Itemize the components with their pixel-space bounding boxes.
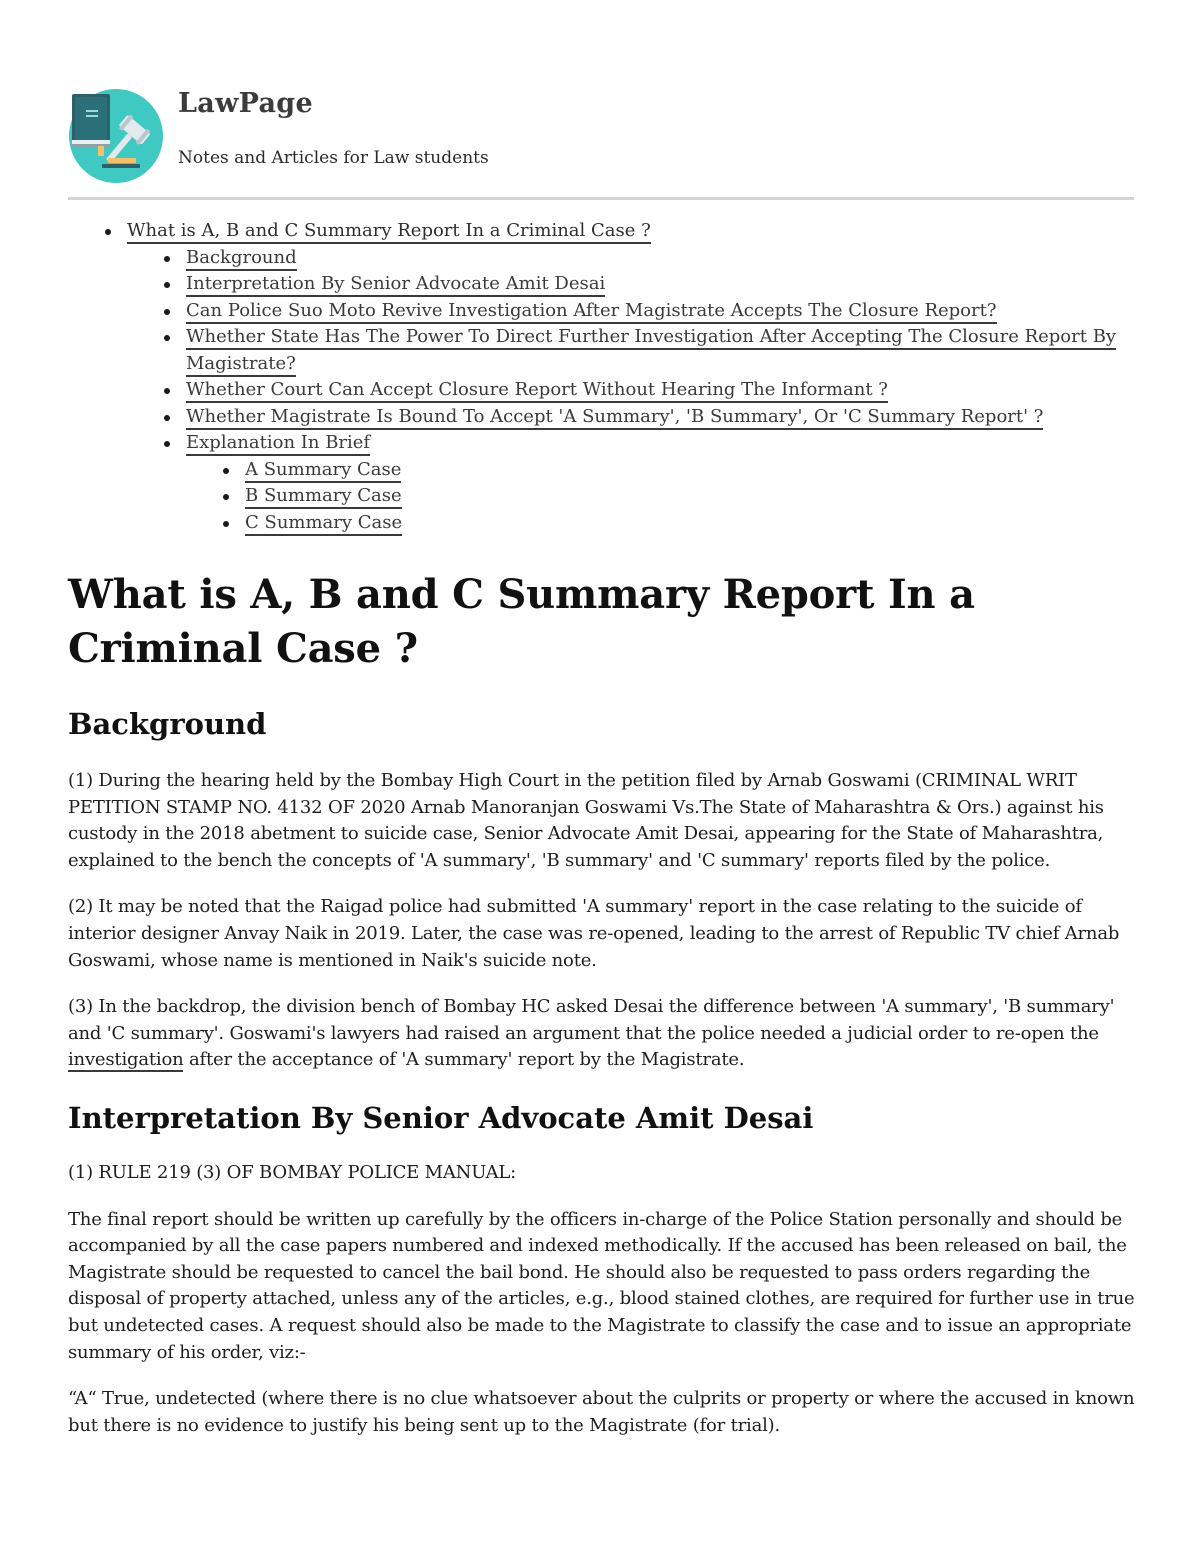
book-gavel-logo-icon[interactable] <box>68 88 164 184</box>
toc-item <box>127 430 1134 536</box>
toc-item <box>186 457 1134 484</box>
toc-link-b-summary[interactable]: B Summary Case <box>245 485 402 509</box>
article-title: What is A, B and C Summary Report In a Criminal Case ? <box>68 571 975 672</box>
section-heading-background: Background <box>68 707 267 741</box>
toc-item-top <box>68 218 1134 536</box>
table-of-contents <box>68 218 1134 536</box>
paragraph: “A“ True, undetected (where there is no clue whatsoever about the culprits or property or where the accused in known but there is no evidence to justify his being sent up to the Magistrate (for trial). <box>68 1388 1135 1436</box>
toc-link-c-summary[interactable]: C Summary Case <box>245 512 402 536</box>
paragraph: (1) During the hearing held by the Bombay High Court in the petition filed by Arnab Goswami (CRIMINAL WRIT PETITION STAMP NO. 4132 OF 2020 Arnab Manoranjan Goswami Vs.The State of Maharashtra & Ors.) against his custody in the 2018 abetment to suicide case, Senior Advocate Amit Desai, appearing for the State of Maharashtra, explained to the bench the concepts of 'A summary', 'B summary' and 'C summary' reports filed by the police. <box>68 770 1104 871</box>
toc-list <box>68 218 1134 536</box>
toc-item <box>127 377 1134 404</box>
toc-sublist <box>127 245 1134 537</box>
toc-link-suo-moto[interactable]: Can Police Suo Moto Revive Investigation After Magistrate Accepts The Closure Report? <box>186 300 997 324</box>
toc-link-a-summary[interactable]: A Summary Case <box>245 459 401 483</box>
toc-item <box>186 483 1134 510</box>
toc-link-state-power[interactable]: Whether State Has The Power To Direct Further Investigation After Accepting The Closure Report By Magistrate? <box>186 326 1116 377</box>
paragraph: (1) RULE 219 (3) OF BOMBAY POLICE MANUAL: <box>68 1161 517 1183</box>
article-content <box>68 568 1138 1439</box>
toc-item <box>127 271 1134 298</box>
toc-link-explanation[interactable]: Explanation In Brief <box>186 432 370 456</box>
toc-item <box>127 245 1134 272</box>
toc-link-hearing-informant[interactable]: Whether Court Can Accept Closure Report Without Hearing The Informant ? <box>186 379 888 403</box>
header-divider <box>68 197 1134 200</box>
paragraph <box>68 994 1138 1074</box>
toc-link-main-title[interactable]: What is A, B and C Summary Report In a Criminal Case ? <box>127 220 651 244</box>
toc-item <box>186 510 1134 537</box>
toc-item <box>127 298 1134 325</box>
toc-link-interpretation[interactable]: Interpretation By Senior Advocate Amit Desai <box>186 273 605 297</box>
section-heading-interpretation: Interpretation By Senior Advocate Amit Desai <box>68 1100 814 1135</box>
toc-subsublist <box>186 457 1134 537</box>
paragraph: (2) It may be noted that the Raigad police had submitted 'A summary' report in the case relating to the suicide of interior designer Anvay Naik in 2019. Later, the case was re-opened, leading to the arrest of Republic TV chief Arnab Goswami, whose name is mentioned in Naik's suicide note. <box>68 896 1120 971</box>
toc-link-magistrate-bound[interactable]: Whether Magistrate Is Bound To Accept 'A Summary', 'B Summary', Or 'C Summary Report' ? <box>186 406 1043 430</box>
toc-item <box>127 324 1134 377</box>
site-title[interactable]: LawPage <box>178 88 313 119</box>
toc-item <box>127 404 1134 431</box>
investigation-link[interactable]: investigation <box>68 1049 184 1071</box>
paragraph-text: (3) In the backdrop, the division bench of Bombay HC asked Desai the difference between 'A summary', 'B summary' and 'C summary'. Goswami's lawyers had raised an argument that the police needed a judicial order to re-open the <box>68 996 1115 1044</box>
toc-link-background[interactable]: Background <box>186 247 297 271</box>
site-tagline: Notes and Articles for Law students <box>178 148 489 168</box>
paragraph: The final report should be written up carefully by the officers in-charge of the Police Station personally and should be accompanied by all the case papers numbered and indexed methodically. If the accused has been released on bail, the Magistrate should be requested to cancel the bail bond. He should also be requested to pass orders regarding the disposal of property attached, unless any of the articles, e.g., blood stained clothes, are required for further use in true but undetected cases. A request should also be made to the Magistrate to classify the case and to issue an appropriate summary of his order, viz:- <box>68 1208 1135 1363</box>
paragraph-text: after the acceptance of 'A summary' report by the Magistrate. <box>183 1049 745 1071</box>
site-header <box>68 88 1134 200</box>
